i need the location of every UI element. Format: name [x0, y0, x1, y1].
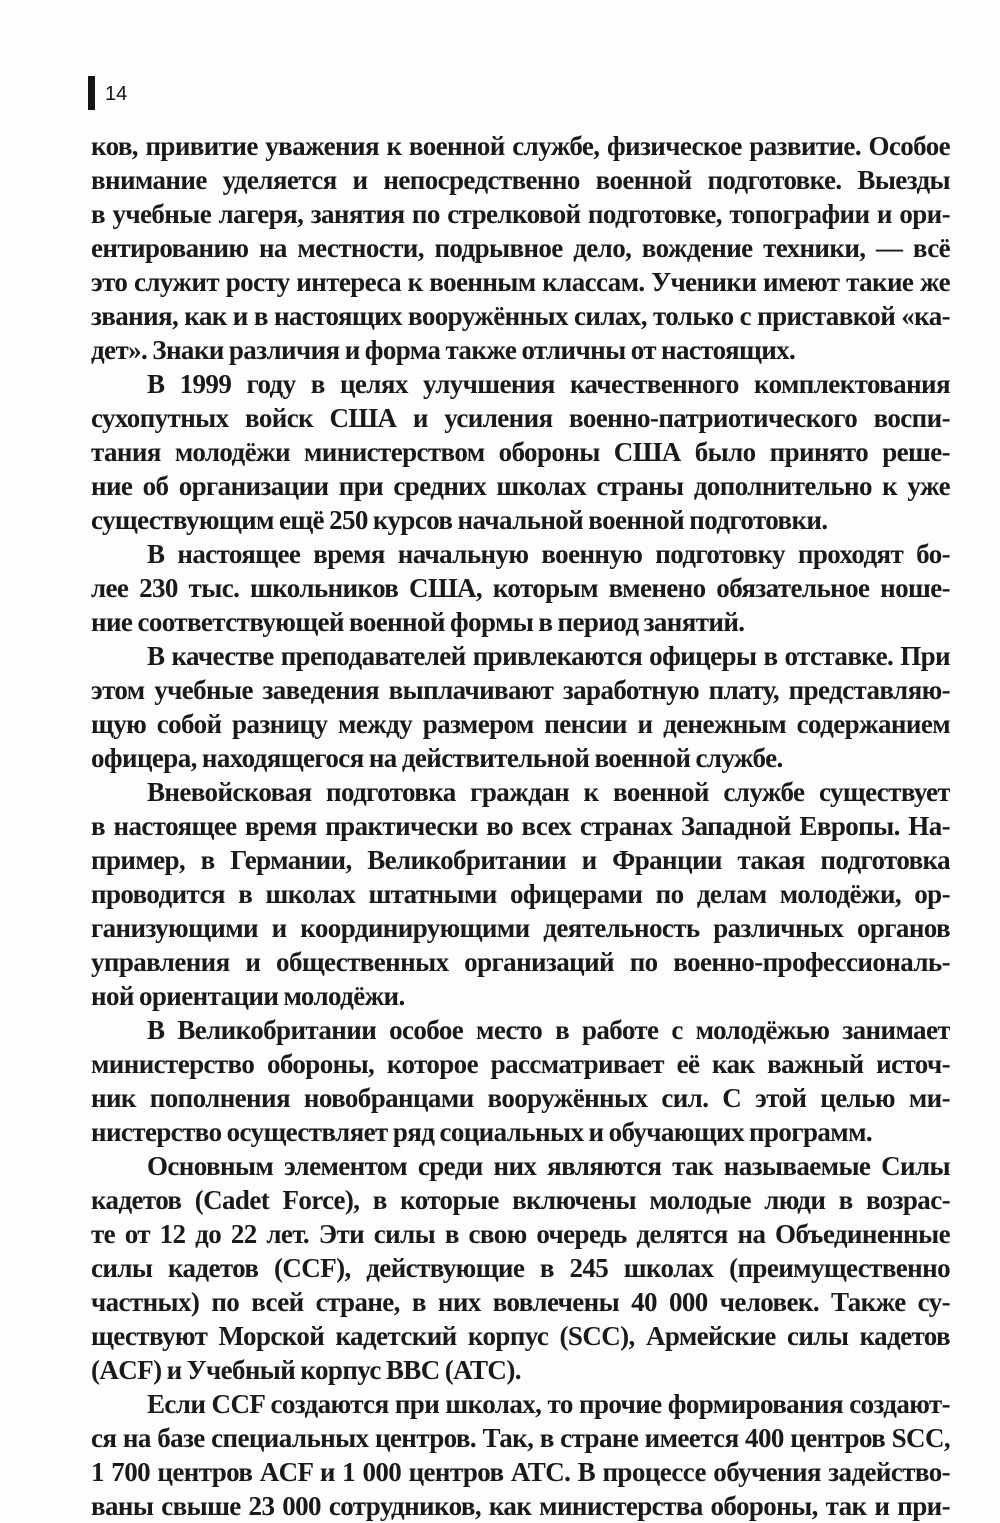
text-line: дет». Знаки различия и форма также отличны от настоящих. [91, 335, 796, 365]
text-line: ной ориентации молодёжи. [91, 981, 405, 1011]
text-line: ние соответствующей военной формы в период занятий. [91, 607, 745, 637]
paragraph [91, 639, 950, 775]
text-line: внимание уделяется и непосредственно военной подготовке. Выезды [91, 165, 950, 195]
text-line: ентированию на местности, подрывное дело, вождение техники, — всё [91, 233, 950, 263]
text-line: В 1999 году в целях улучшения качественного комплектования [147, 369, 950, 399]
text-line: (ACF) и Учебный корпус ВВС (ATC). [91, 1355, 521, 1385]
text-line: В Великобритании особое место в работе с молодёжью занимает [147, 1015, 950, 1045]
body-text [91, 129, 950, 1523]
text-line: нистерство осуществляет ряд социальных и обучающих программ. [91, 1117, 873, 1147]
paragraph [91, 1013, 950, 1149]
text-line: офицера, находящегося на действительной военной службе. [91, 743, 783, 773]
text-line: кадетов (Cadet Force), в которые включены молодые люди в возрас- [91, 1185, 950, 1215]
text-line: проводится в школах штатными офицерами по делам молодёжи, ор- [91, 879, 950, 909]
text-line: в учебные лагеря, занятия по стрелковой подготовке, топографии и ори- [91, 199, 950, 229]
text-line: В настоящее время начальную военную подготовку проходят бо- [147, 539, 950, 569]
text-line: ся на базе специальных центров. Так, в стране имеется 400 центров SCC, [91, 1423, 950, 1453]
header-bar-marker [88, 76, 95, 110]
text-line: силы кадетов (CCF), действующие в 245 школах (преимущественно [91, 1253, 950, 1283]
text-line: управления и общественных организаций по военно-профессиональ- [91, 947, 950, 977]
text-line: в настоящее время практически во всех странах Западной Европы. На- [91, 811, 950, 841]
text-line: ние об организации при средних школах страны дополнительно к уже [91, 471, 950, 501]
text-line: щую собой разницу между размером пенсии и денежным содержанием [91, 709, 950, 739]
paragraph [91, 1149, 950, 1387]
text-line: Вневойсковая подготовка граждан к военной службе существует [147, 777, 950, 807]
text-line: министерство обороны, которое рассматривает её как важный источ- [91, 1049, 950, 1079]
text-line: лее 230 тыс. школьников США, которым вменено обязательное ноше- [91, 573, 950, 603]
text-line: сухопутных войск США и усиления военно-патриотического воспи- [91, 403, 950, 433]
text-line: это служит росту интереса к военным классам. Ученики имеют такие же [91, 267, 950, 297]
text-line: пример, в Германии, Великобритании и Франции такая подготовка [91, 845, 950, 875]
text-line: этом учебные заведения выплачивают заработную плату, представляю- [91, 675, 950, 705]
text-line: ков, привитие уважения к военной службе, физическое развитие. Особое [91, 131, 950, 161]
text-line: 1 700 центров ACF и 1 000 центров ATC. В процессе обучения задейство- [91, 1457, 950, 1487]
page-header [88, 76, 127, 110]
page-number: 14 [105, 83, 128, 105]
paragraph [91, 367, 950, 537]
paragraph [91, 537, 950, 639]
text-line: ник пополнения новобранцами вооружённых сил. С этой целью ми- [91, 1083, 950, 1113]
text-line: Если CCF создаются при школах, то прочие формирования создают- [147, 1389, 950, 1419]
text-line: те от 12 до 22 лет. Эти силы в свою очередь делятся на Объединенные [91, 1219, 950, 1249]
text-line: ваны свыше 23 000 сотрудников, как министерства обороны, так и при- [91, 1491, 950, 1521]
paragraph [91, 129, 950, 367]
text-line: ганизующими и координирующими деятельность различных органов [91, 913, 950, 943]
text-line: тания молодёжи министерством обороны США было принято реше- [91, 437, 950, 467]
text-line: В качестве преподавателей привлекаются офицеры в отставке. При [147, 641, 950, 671]
text-line: ществуют Морской кадетский корпус (SCC), Армейские силы кадетов [91, 1321, 950, 1351]
paragraph [91, 1387, 950, 1523]
text-line: существующим ещё 250 курсов начальной военной подготовки. [91, 505, 828, 535]
text-line: Основным элементом среди них являются так называемые Силы [147, 1151, 950, 1181]
paragraph [91, 775, 950, 1013]
text-line: частных) по всей стране, в них вовлечены 40 000 человек. Также су- [91, 1287, 950, 1317]
text-line: звания, как и в настоящих вооружённых силах, только с приставкой «ка- [91, 301, 950, 331]
